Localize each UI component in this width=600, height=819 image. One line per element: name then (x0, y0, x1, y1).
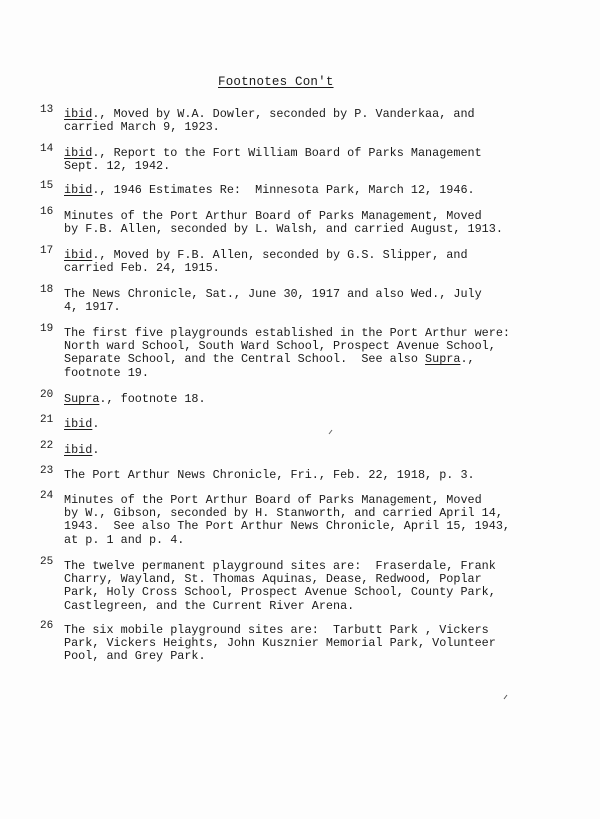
footnote-text: . (92, 417, 100, 431)
footnote-number: 24 (40, 490, 54, 502)
footnote-text: ., Moved by W.A. Dowler, seconded by P. Vanderkaa, and carried March 9, 1923. (64, 107, 475, 135)
footnote-number: 14 (40, 143, 54, 155)
footnote-number: 13 (40, 104, 54, 116)
footnote-ref: ibid (64, 107, 93, 121)
footnote-number: 22 (40, 440, 54, 452)
footnote-text: The first five playgrounds established in the Port Arthur were: North ward School, South Ward School, Prospect Avenue School, Separate School, and the Central School. See also (64, 326, 510, 367)
scan-speck-mark (503, 694, 509, 700)
footnote-ref: ibid (64, 443, 93, 457)
footnote-text: ., 1946 Estimates Re: Minnesota Park, March 12, 1946. (92, 183, 475, 197)
footnote-ref: ibid (64, 248, 93, 262)
footnote-number: 21 (40, 414, 54, 426)
footnote-text: ., Report to the Fort William Board of Parks Management Sept. 12, 1942. (64, 146, 482, 174)
scan-speck-mark (328, 429, 334, 435)
footnote-number: 16 (40, 206, 54, 218)
footnote-number: 25 (40, 556, 54, 568)
footnote-text: ., Moved by F.B. Allen, seconded by G.S. Slipper, and carried Feb. 24, 1915. (64, 248, 468, 276)
footnote-text: The twelve permanent playground sites are: Fraserdale, Frank Charry, Wayland, St. Thomas Aquinas, Dease, Redwood, Poplar Park, Holy Cross School, Prospect Avenue School, County Park, Castlegreen, and the Current River Arena. (64, 559, 496, 613)
footnote-number: 19 (40, 323, 54, 335)
footnote-number: 20 (40, 389, 54, 401)
footnote-number: 26 (40, 620, 54, 632)
footnote-text: Minutes of the Port Arthur Board of Parks Management, Moved by F.B. Allen, seconded by L. Walsh, and carried August, 1913. (64, 209, 503, 237)
footnote-ref: ibid (64, 146, 93, 160)
footnote-text: Minutes of the Port Arthur Board of Parks Management, Moved by W., Gibson, seconded by H. Stanworth, and carried April 14, 1943. See also The Port Arthur News Chronicle, April 15, 1943, at p. 1 and p. 4. (64, 493, 510, 547)
footnote-text: The News Chronicle, Sat., June 30, 1917 and also Wed., July 4, 1917. (64, 287, 482, 315)
footnote-number: 23 (40, 465, 54, 477)
footnote-text: . (92, 443, 100, 457)
footnote-text-end: ., footnote 19. (64, 352, 475, 380)
footnote-ref: ibid (64, 417, 93, 431)
footnote-ref: ibid (64, 183, 93, 197)
footnote-number: 18 (40, 284, 54, 296)
page-title: Footnotes Con't (218, 75, 334, 89)
footnote-number: 17 (40, 245, 54, 257)
footnote-ref: Supra (425, 352, 461, 367)
footnote-text: ., footnote 18. (99, 392, 206, 406)
footnote-number: 15 (40, 180, 54, 192)
footnote-text: The Port Arthur News Chronicle, Fri., Feb. 22, 1918, p. 3. (64, 468, 475, 482)
footnote-text: The six mobile playground sites are: Tarbutt Park , Vickers Park, Vickers Heights, John Kusznier Memorial Park, Volunteer Pool, and Grey Park. (64, 623, 496, 664)
footnote-ref: Supra (64, 392, 100, 406)
